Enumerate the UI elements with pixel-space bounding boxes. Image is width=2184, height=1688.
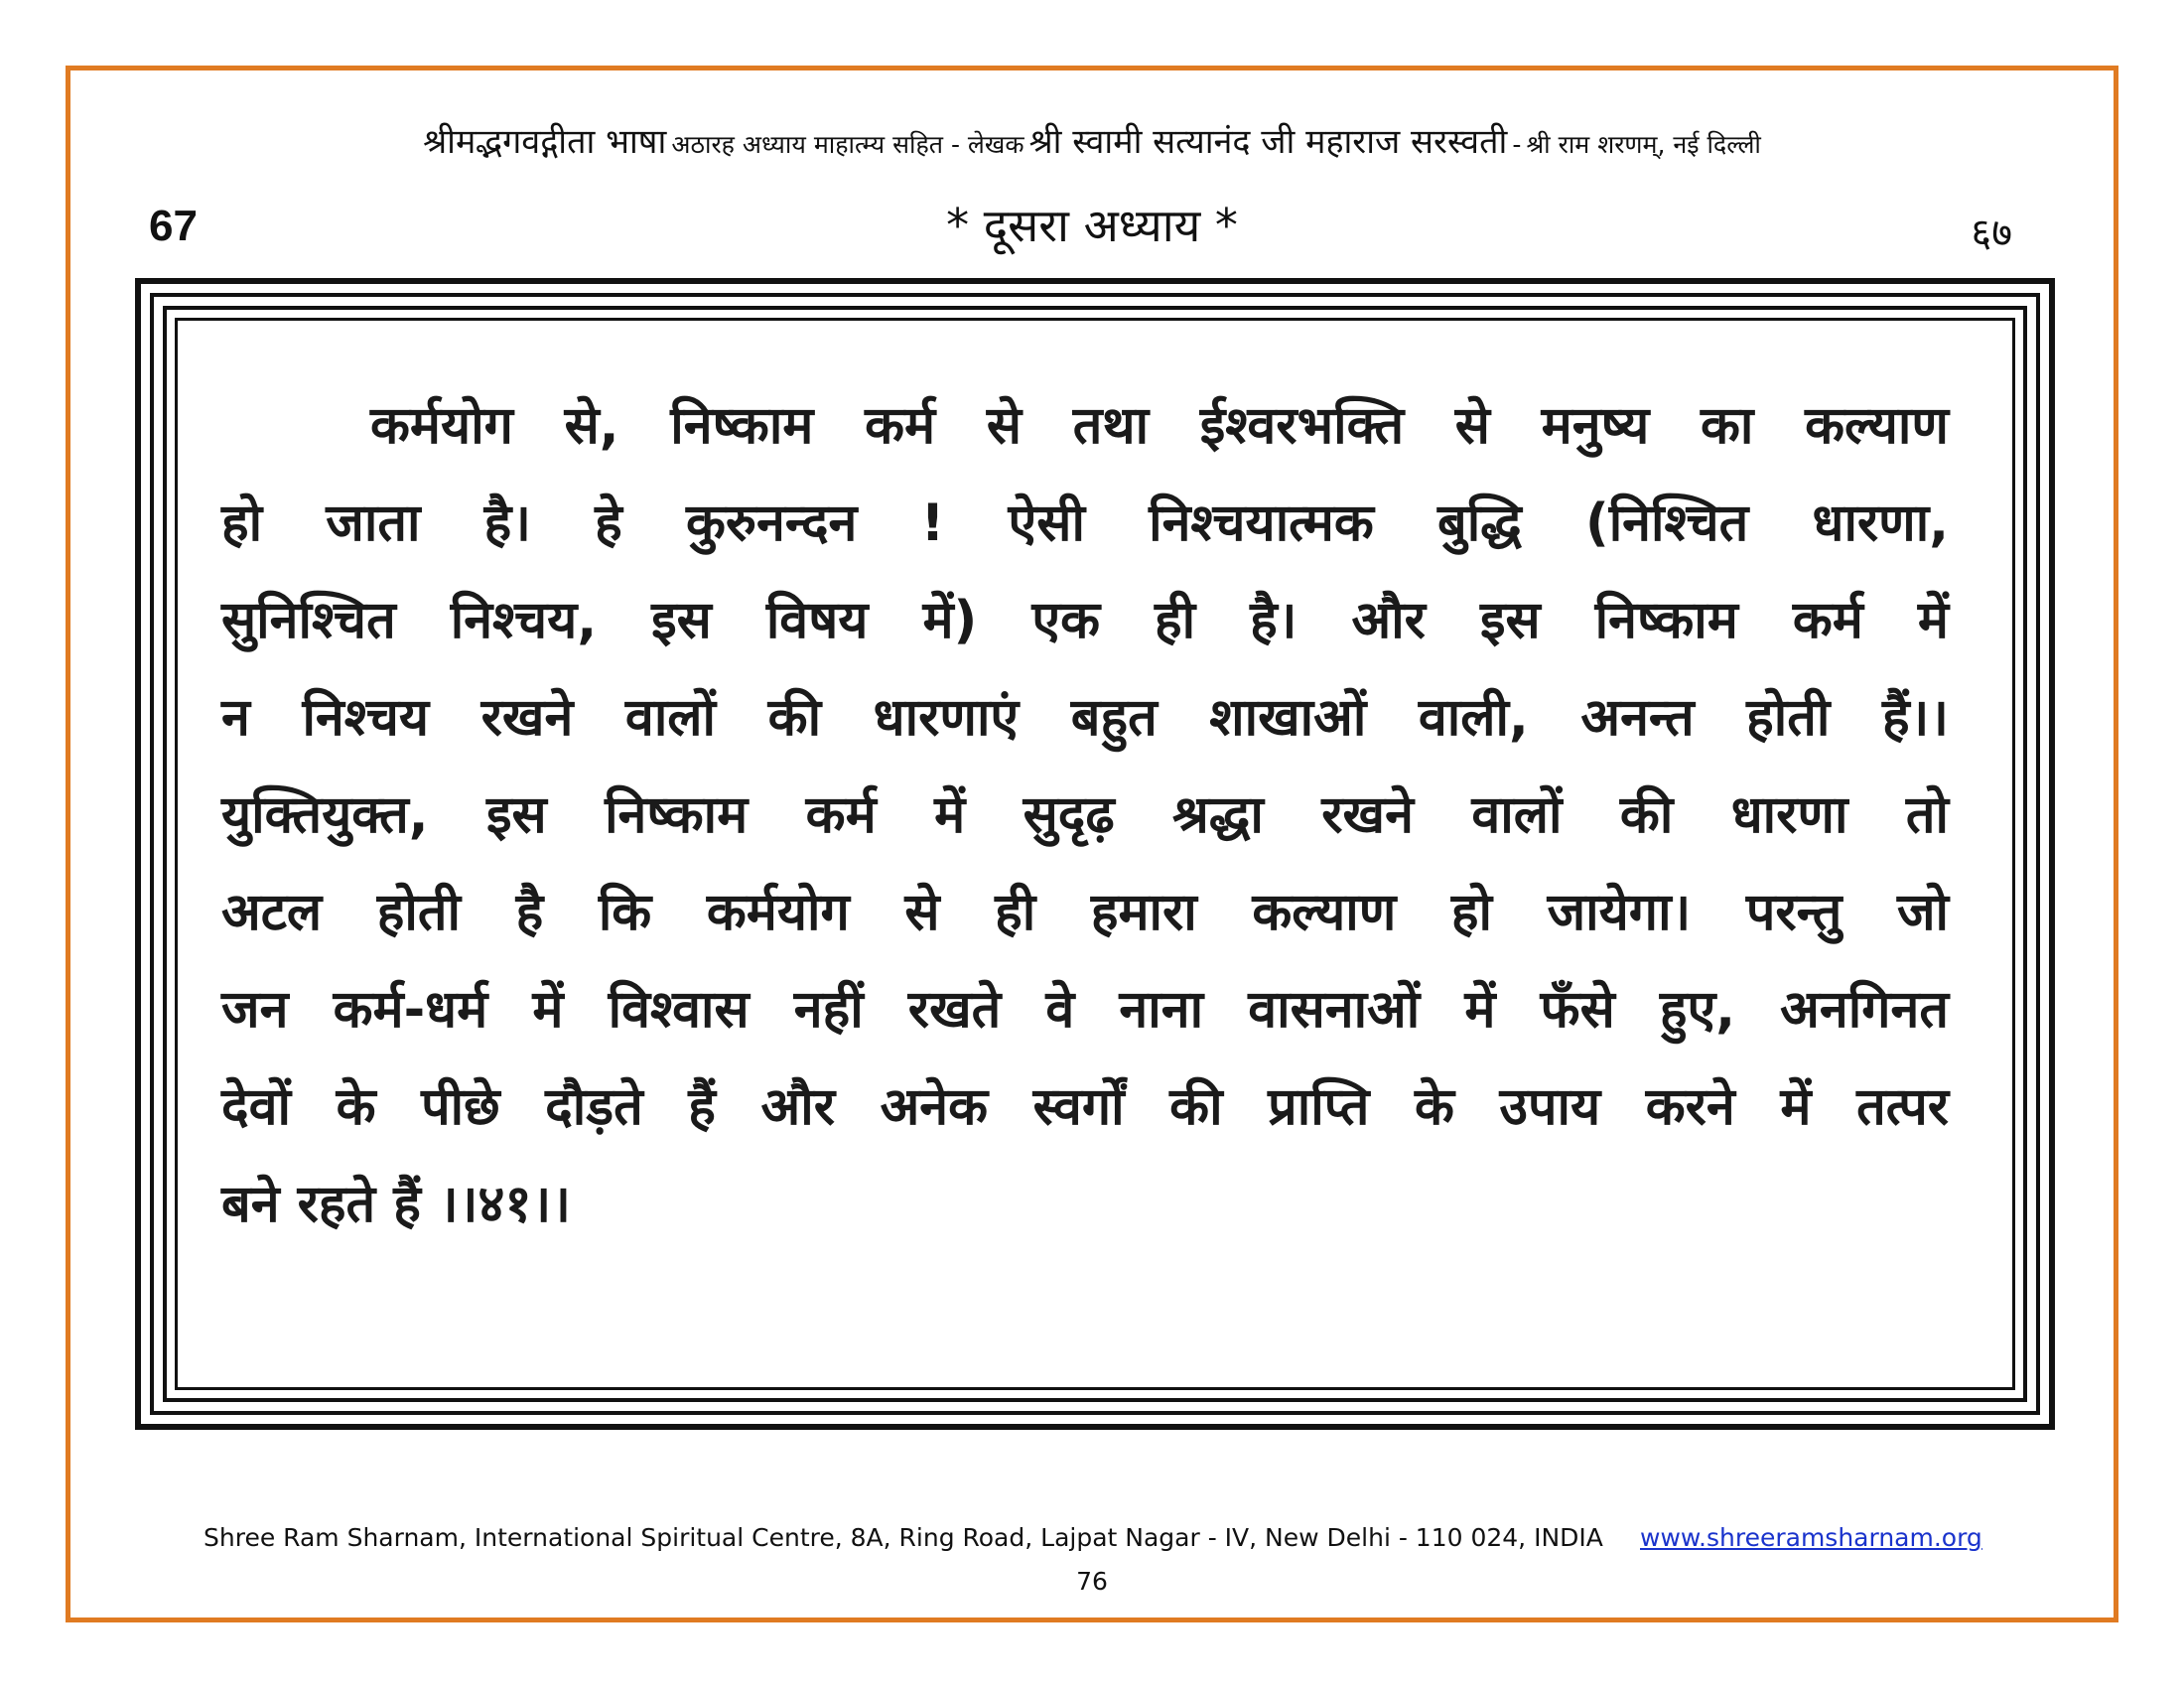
header-separator: -	[1512, 130, 1522, 159]
verse-line: युक्तियुक्त, इस निष्काम कर्म में सुदृढ़ श्रद्धा रखने वालों की धारणा तो	[221, 785, 1950, 845]
running-header	[99, 117, 2085, 163]
page-number-devanagari: ६७	[1971, 211, 2012, 256]
verse-line: सुनिश्चित निश्चय, इस विषय में) एक ही है। और इस निष्काम कर्म में	[221, 591, 1949, 650]
verse-line: हो जाता है। हे कुरुनन्दन ! ऐसी निश्चयात्मक बुद्धि (निश्चित धारणा,	[221, 493, 1949, 553]
chapter-title: * दूसरा अध्याय *	[946, 199, 1238, 252]
verse-line: न निश्चय रखने वालों की धारणाएं बहुत शाखाओं वाली, अनन्त होती हैं।।	[221, 688, 1949, 748]
page-number-latin: 67	[149, 202, 198, 250]
footer-address: Shree Ram Sharnam, International Spiritual Centre, 8A, Ring Road, Lajpat Nagar - IV, New Delhi - 110 024, INDIA	[204, 1523, 1603, 1552]
verse-line: कर्मयोग से, निष्काम कर्म से तथा ईश्वरभक्ति से मनुष्य का कल्याण	[370, 396, 1949, 456]
website-link[interactable]: www.shreeramsharnam.org	[1640, 1523, 1982, 1552]
pdf-page-number: 76	[1076, 1567, 1108, 1596]
book-subtitle: अठारह अध्याय माहात्म्य सहित - लेखक	[671, 130, 1024, 159]
verse-line: देवों के पीछे दौड़ते हैं और अनेक स्वर्गों की प्राप्ति के उपाय करने में तत्पर	[221, 1077, 1949, 1137]
publisher-name: श्री राम शरणम्, नई दिल्ली	[1526, 130, 1761, 159]
book-title: श्रीमद्भगवद्गीता भाषा	[423, 122, 667, 162]
verse-paragraph	[221, 377, 1949, 1253]
author-name: श्री स्वामी सत्यानंद जी महाराज सरस्वती	[1028, 122, 1508, 162]
verse-line: जन कर्म-धर्म में विश्वास नहीं रखते वे नाना वासनाओं में फँसे हुए, अनगिनत	[221, 980, 1949, 1040]
verse-line: बने रहते हैं ।।४१।।	[221, 1175, 571, 1234]
verse-line: अटल होती है कि कर्मयोग से ही हमारा कल्याण हो जायेगा। परन्तु जो	[221, 883, 1949, 942]
